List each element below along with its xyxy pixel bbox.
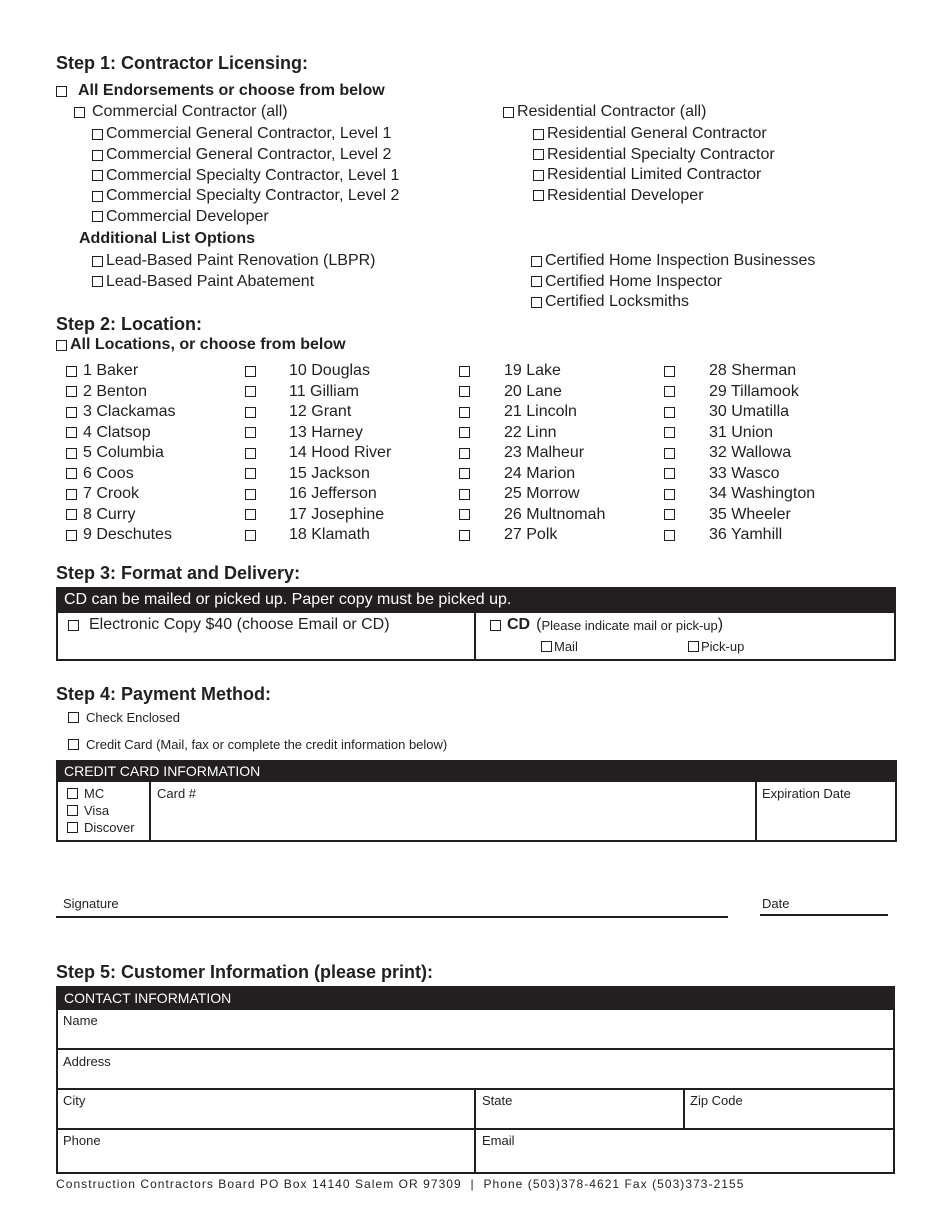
location-item[interactable] [664,505,815,526]
location-item[interactable] [664,361,815,382]
pickup-option[interactable] [688,639,744,654]
commercial-item[interactable] [92,124,391,145]
pickup-label: Pick-up [701,639,745,654]
location-label: 6 Coos [83,464,134,482]
location-label: 21 Lincoln [504,403,577,421]
location-label: 35 Wheeler [709,505,791,523]
location-item[interactable] [66,443,175,464]
signature-label: Signature [63,896,119,911]
step1-title: Step 1: Contractor Licensing: [56,53,309,73]
residential-item-label: Residential General Contractor [547,125,767,143]
location-item[interactable] [245,464,391,485]
additional-item[interactable] [92,251,376,272]
additional-item-label: Certified Home Inspection Businesses [545,252,816,270]
checkbox-icon[interactable] [664,489,675,500]
location-label: 27 Polk [504,526,558,544]
location-item[interactable] [66,464,175,485]
location-label: 5 Columbia [83,444,164,462]
format-bar: CD can be mailed or picked up. Paper copy must be picked up. [56,587,896,613]
checkbox-icon[interactable] [533,190,544,201]
checkbox-icon[interactable] [92,129,103,140]
additional-item[interactable] [531,272,815,293]
location-label: 12 Grant [289,403,352,421]
contact-bar: CONTACT INFORMATION [56,986,895,1010]
location-label: 25 Morrow [504,485,580,503]
state-field[interactable]: State [482,1093,513,1108]
expiration-date-field[interactable]: Expiration Date [762,786,851,801]
additional-left-list [92,251,376,292]
step2-title: Step 2: Location: [56,314,203,334]
location-item[interactable] [245,525,391,546]
location-item[interactable] [459,402,605,423]
city-field[interactable]: City [63,1093,86,1108]
location-item[interactable] [66,505,175,526]
location-label: 33 Wasco [709,464,780,482]
residential-item[interactable] [533,165,775,186]
residential-item[interactable] [533,124,775,145]
checkbox-icon[interactable] [459,468,470,479]
checkbox-icon[interactable] [92,211,103,222]
location-label: 18 Klamath [289,526,370,544]
address-field[interactable]: Address [63,1054,111,1069]
checkbox-icon[interactable] [245,468,256,479]
checkbox-icon[interactable] [74,107,85,118]
location-label: 24 Marion [504,464,576,482]
checkbox-icon[interactable] [688,641,699,652]
location-label: 16 Jefferson [289,485,377,503]
checkbox-icon[interactable] [459,448,470,459]
email-field[interactable]: Email [482,1133,515,1148]
contact-col-divider-1 [474,1089,476,1173]
location-item[interactable] [245,505,391,526]
check-enclosed-option[interactable] [68,710,180,725]
check-enclosed-label: Check Enclosed [86,710,180,725]
checkbox-icon[interactable] [533,129,544,140]
location-label: 30 Umatilla [709,403,790,421]
checkbox-icon[interactable] [92,191,103,202]
checkbox-icon[interactable] [533,149,544,160]
residential-item[interactable] [533,186,775,207]
location-label: 26 Multnomah [504,505,606,523]
location-item[interactable] [664,443,815,464]
location-label: 14 Hood River [289,444,392,462]
zip-code-field[interactable]: Zip Code [690,1093,743,1108]
checkbox-icon[interactable] [245,366,256,377]
checkbox-icon[interactable] [541,641,552,652]
checkbox-icon[interactable] [664,386,675,397]
location-label: 23 Malheur [504,444,585,462]
format-divider [474,612,476,660]
all-locations-option[interactable] [56,336,346,354]
location-label: 36 Yamhill [709,526,783,544]
checkbox-icon[interactable] [531,276,542,287]
checkbox-icon[interactable] [67,788,78,799]
card-type-option[interactable] [67,785,135,802]
checkbox-icon[interactable] [664,448,675,459]
checkbox-icon[interactable] [66,427,77,438]
checkbox-icon[interactable] [245,448,256,459]
location-item[interactable] [459,464,605,485]
location-item[interactable] [66,382,175,403]
mail-option[interactable] [541,639,578,654]
checkbox-icon[interactable] [245,489,256,500]
all-locations-label: All Locations, or choose from below [70,336,346,353]
location-label: 34 Washington [709,485,816,503]
additional-item-label: Certified Home Inspector [545,272,722,290]
checkbox-icon[interactable] [664,468,675,479]
location-item[interactable] [66,423,175,444]
location-item[interactable] [245,382,391,403]
location-item[interactable] [459,443,605,464]
cd-note: Please indicate mail or pick-up [541,617,718,633]
all-endorsements-label: All Endorsements or choose from below [78,82,385,99]
card-number-field[interactable]: Card # [157,786,197,801]
checkbox-icon[interactable] [245,427,256,438]
location-column-2 [245,361,391,546]
location-label: 4 Clatsop [83,423,151,441]
location-label: 1 Baker [83,362,139,380]
checkbox-icon[interactable] [664,509,675,520]
location-item[interactable] [664,382,815,403]
location-label: 8 Curry [83,505,136,523]
commercial-item-label: Commercial General Contractor, Level 2 [106,146,392,163]
checkbox-icon[interactable] [56,86,67,97]
additional-right-list [531,251,815,313]
commercial-item-label: Commercial Specialty Contractor, Level 2 [106,187,400,204]
additional-item[interactable] [92,272,376,293]
date-label: Date [762,896,790,911]
cc-divider-2 [755,781,757,841]
step5-title: Step 5: Customer Information (please print): [56,962,434,982]
checkbox-icon[interactable] [459,386,470,397]
location-label: 31 Union [709,423,774,441]
card-type-list [67,785,135,836]
additional-item[interactable] [531,292,815,313]
checkbox-icon[interactable] [664,427,675,438]
additional-options-title: Additional List Options [79,230,255,247]
residential-item-label: Residential Limited Contractor [547,166,762,184]
name-field[interactable]: Name [63,1013,98,1028]
commercial-item-label: Commercial Specialty Contractor, Level 1 [106,166,400,184]
residential-item-label: Residential Developer [547,186,704,204]
checkbox-icon[interactable] [531,256,542,267]
checkbox-icon[interactable] [245,509,256,520]
residential-all-option[interactable] [503,103,706,121]
checkbox-icon[interactable] [68,712,79,723]
cd-note-close: ) [717,616,724,633]
location-item[interactable] [459,382,605,403]
location-label: 13 Harney [289,423,363,441]
location-label: 32 Wallowa [709,444,792,462]
checkbox-icon[interactable] [66,530,77,541]
step3-title: Step 3: Format and Delivery: [56,563,301,583]
location-label: 17 Josephine [289,505,385,523]
checkbox-icon[interactable] [68,620,79,631]
checkbox-icon[interactable] [66,489,77,500]
credit-card-label: Credit Card (Mail, fax or complete the credit information below) [86,737,448,752]
location-item[interactable] [459,505,605,526]
checkbox-icon[interactable] [664,407,675,418]
cc-divider-1 [149,781,151,841]
location-item[interactable] [664,464,815,485]
location-label: 29 Tillamook [709,382,799,400]
residential-item[interactable] [533,145,775,166]
checkbox-icon[interactable] [459,427,470,438]
location-label: 9 Deschutes [83,526,172,544]
step4-title: Step 4: Payment Method: [56,684,272,704]
location-label: 19 Lake [504,362,561,380]
commercial-item-label: Commercial General Contractor, Level 1 [106,125,392,143]
cd-option[interactable] [490,616,723,634]
location-item[interactable] [459,423,605,444]
card-type-label: Visa [84,803,110,818]
commercial-item[interactable] [92,165,399,186]
location-item[interactable] [664,525,815,546]
checkbox-icon[interactable] [459,530,470,541]
location-label: 2 Benton [83,382,148,400]
location-item[interactable] [664,402,815,423]
location-column-4 [664,361,815,546]
checkbox-icon[interactable] [67,822,78,833]
checkbox-icon[interactable] [503,107,514,118]
cd-label: CD [507,616,531,633]
location-label: 3 Clackamas [83,403,176,421]
location-item[interactable] [245,361,391,382]
contact-col-divider-2 [683,1089,685,1129]
contact-row-divider-1 [57,1048,894,1050]
location-item[interactable] [66,484,175,505]
location-column-1 [66,361,175,546]
electronic-copy-label: Electronic Copy $40 (choose Email or CD) [89,616,390,633]
location-item[interactable] [66,361,175,382]
checkbox-icon[interactable] [92,256,103,267]
commercial-list [92,124,399,227]
credit-card-bar: CREDIT CARD INFORMATION [56,760,897,782]
location-item[interactable] [66,402,175,423]
mail-label: Mail [554,639,578,654]
commercial-item[interactable] [92,206,399,227]
card-type-label: MC [84,786,105,801]
residential-all-label: Residential Contractor (all) [517,103,707,120]
commercial-all-label: Commercial Contractor (all) [92,103,288,120]
checkbox-icon[interactable] [664,530,675,541]
checkbox-icon[interactable] [490,620,501,631]
location-item[interactable] [66,525,175,546]
commercial-item[interactable] [92,186,399,207]
location-label: 20 Lane [504,382,562,400]
additional-item[interactable] [531,251,815,272]
checkbox-icon[interactable] [66,509,77,520]
checkbox-icon[interactable] [92,170,103,181]
commercial-item[interactable] [92,145,399,166]
location-label: 15 Jackson [289,464,370,482]
phone-field[interactable]: Phone [63,1133,101,1148]
additional-item-label: Certified Locksmiths [545,293,690,311]
location-label: 10 Douglas [289,362,370,380]
credit-card-option[interactable] [68,737,447,752]
additional-item-label: Lead-Based Paint Abatement [106,272,315,290]
location-item[interactable] [245,423,391,444]
location-item[interactable] [459,484,605,505]
location-column-3 [459,361,605,546]
location-item[interactable] [245,402,391,423]
footer: Construction Contractors Board PO Box 14140 Salem OR 97309 | Phone (503)378-4621 Fax (503)373-2155 [56,1177,745,1191]
additional-item-label: Lead-Based Paint Renovation (LBPR) [106,252,376,270]
checkbox-icon[interactable] [92,150,103,161]
location-item[interactable] [664,484,815,505]
location-item[interactable] [664,423,815,444]
location-item[interactable] [245,484,391,505]
checkbox-icon[interactable] [68,739,79,750]
checkbox-icon[interactable] [66,366,77,377]
residential-item-label: Residential Specialty Contractor [547,145,775,163]
location-label: 11 Gilliam [289,382,359,400]
location-item[interactable] [459,525,605,546]
checkbox-icon[interactable] [66,448,77,459]
electronic-copy-option[interactable] [68,616,390,634]
checkbox-icon[interactable] [245,386,256,397]
checkbox-icon[interactable] [459,407,470,418]
card-type-option[interactable] [67,802,135,819]
cd-note-open: ( [536,616,542,633]
location-item[interactable] [459,361,605,382]
all-endorsements-option[interactable] [56,82,385,100]
residential-list [533,124,775,206]
checkbox-icon[interactable] [531,297,542,308]
checkbox-icon[interactable] [66,386,77,397]
location-label: 28 Sherman [709,362,797,380]
checkbox-icon[interactable] [664,366,675,377]
checkbox-icon[interactable] [92,276,103,287]
checkbox-icon[interactable] [67,805,78,816]
checkbox-icon[interactable] [245,407,256,418]
checkbox-icon[interactable] [533,170,544,181]
location-label: 22 Linn [504,423,557,441]
commercial-item-label: Commercial Developer [106,207,269,225]
checkbox-icon[interactable] [245,530,256,541]
commercial-all-option[interactable] [74,103,288,121]
checkbox-icon[interactable] [459,509,470,520]
checkbox-icon[interactable] [66,407,77,418]
card-type-option[interactable] [67,819,135,836]
checkbox-icon[interactable] [56,340,67,351]
location-item[interactable] [245,443,391,464]
checkbox-icon[interactable] [66,468,77,479]
checkbox-icon[interactable] [459,366,470,377]
date-line[interactable] [760,914,888,916]
card-type-label: Discover [84,820,135,835]
checkbox-icon[interactable] [459,489,470,500]
signature-line[interactable] [56,916,728,918]
location-label: 7 Crook [83,485,140,503]
